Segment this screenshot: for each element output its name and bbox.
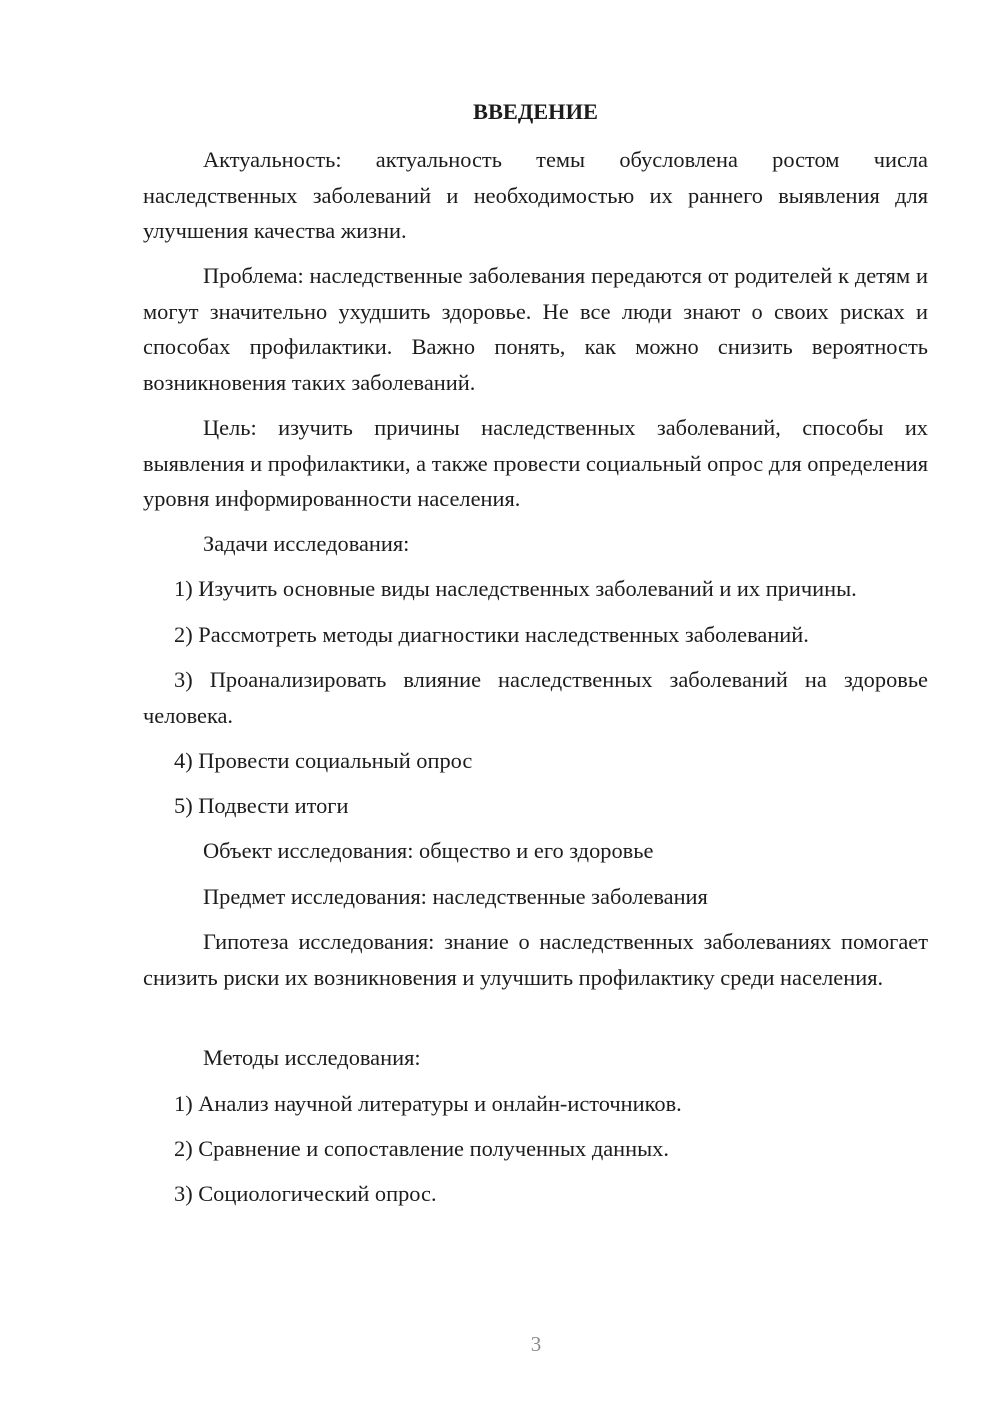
paragraph-goal: Цель: изучить причины наследственных заболеваний, способы их выявления и профилактики, а также провести социальный опрос для определения уровня информированности населения.: [143, 415, 928, 511]
task-item-1: 1) Изучить основные виды наследственных заболеваний и их причины.: [174, 576, 857, 601]
method-item-2: 2) Сравнение и сопоставление полученных данных.: [174, 1136, 669, 1161]
paragraph-subject: Предмет исследования: наследственные заболевания: [203, 884, 708, 909]
task-item-2: 2) Рассмотреть методы диагностики наследственных заболеваний.: [174, 622, 809, 647]
methods-title: Методы исследования:: [203, 1045, 421, 1070]
paragraph-relevance: Актуальность: актуальность темы обусловлена ростом числа наследственных заболеваний и необходимостью их раннего выявления для улучшения качества жизни.: [143, 147, 928, 243]
tasks-title: Задачи исследования:: [203, 531, 410, 556]
task-item-4: 4) Провести социальный опрос: [174, 748, 473, 773]
method-item-1: 1) Анализ научной литературы и онлайн-источников.: [174, 1091, 682, 1116]
method-item-3: 3) Социологический опрос.: [174, 1181, 437, 1206]
task-item-3: 3) Проанализировать влияние наследственных заболеваний на здоровье человека.: [143, 667, 928, 728]
task-item-5: 5) Подвести итоги: [174, 793, 349, 818]
paragraph-hypothesis: Гипотеза исследования: знание о наследственных заболеваниях помогает снизить риски их возникновения и улучшить профилактику среди населения.: [143, 929, 928, 990]
page-number: 3: [530, 1332, 542, 1356]
section-heading: ВВЕДЕНИЕ: [473, 99, 598, 124]
paragraph-object: Объект исследования: общество и его здоровье: [203, 838, 654, 863]
paragraph-problem: Проблема: наследственные заболевания передаются от родителей к детям и могут значительно ухудшить здоровье. Не все люди знают о своих рисках и способах профилактики. Важно понять, как можно снизить вероятность возникновения таких заболеваний.: [143, 263, 928, 395]
